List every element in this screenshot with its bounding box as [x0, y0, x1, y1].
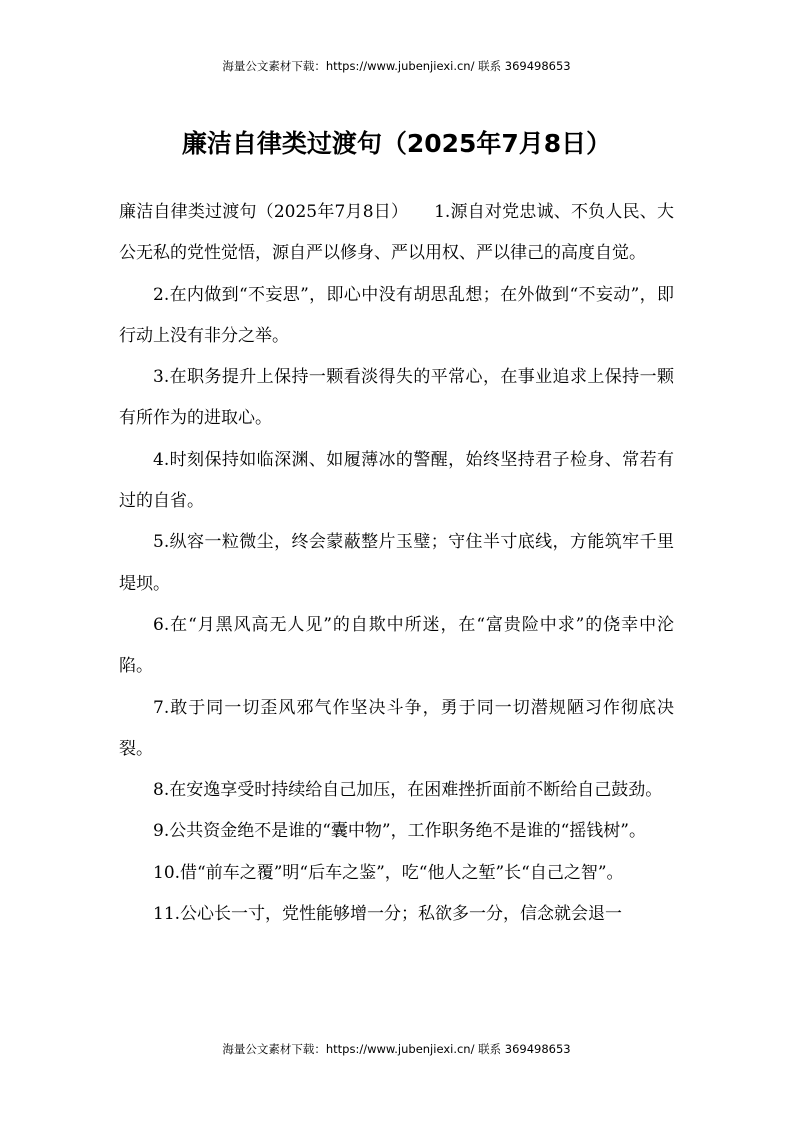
paragraph-item-10: 10.借“前车之覆”明“后车之鉴”，吃“他人之堑”长“自己之智”。: [153, 862, 624, 883]
paragraph-item-7: 7.敢于同一切歪风邪气作坚决斗争，勇于同一切潜规陋习作彻底决裂。: [119, 697, 674, 759]
paragraph-item-9: 9.公共资金绝不是谁的“囊中物”，工作职务绝不是谁的“摇钱树”。: [153, 821, 646, 842]
paragraph-item-3: 3.在职务提升上保持一颗看淡得失的平常心，在事业追求上保持一颗有所作为的进取心。: [119, 367, 674, 429]
paragraph-intro: 廉洁自律类过渡句（2025年7月8日） 1.源自对党忠诚、不负人民、大公无私的党性觉悟，源自严以修身、严以用权、严以律己的高度自觉。: [119, 202, 674, 264]
page-header: 海量公文素材下载：https://www.jubenjiexi.cn/ 联系 369498653: [222, 59, 571, 73]
document-body: [119, 192, 674, 935]
paragraph-item-2: 2.在内做到“不妄思”，即心中没有胡思乱想；在外做到“不妄动”，即行动上没有非分之举。: [119, 284, 674, 346]
paragraph-item-4: 4.时刻保持如临深渊、如履薄冰的警醒，始终坚持君子检身、常若有过的自省。: [119, 449, 674, 512]
paragraph-item-6: 6.在“月黑风高无人见”的自欺中所迷，在“富贵险中求”的侥幸中沦陷。: [119, 614, 674, 677]
page-footer: 海量公文素材下载：https://www.jubenjiexi.cn/ 联系 369498653: [222, 1042, 571, 1056]
paragraph-item-5: 5.纵容一粒微尘，终会蒙蔽整片玉璧；守住半寸底线，方能筑牢千里堤坝。: [119, 532, 674, 594]
document-title: 廉洁自律类过渡句（2025年7月8日）: [181, 129, 612, 158]
paragraph-item-8: 8.在安逸享受时持续给自己加压，在困难挫折面前不断给自己鼓劲。: [153, 780, 663, 801]
paragraph-item-11: 11.公心长一寸，党性能够增一分；私欲多一分，信念就会退一: [153, 904, 623, 925]
